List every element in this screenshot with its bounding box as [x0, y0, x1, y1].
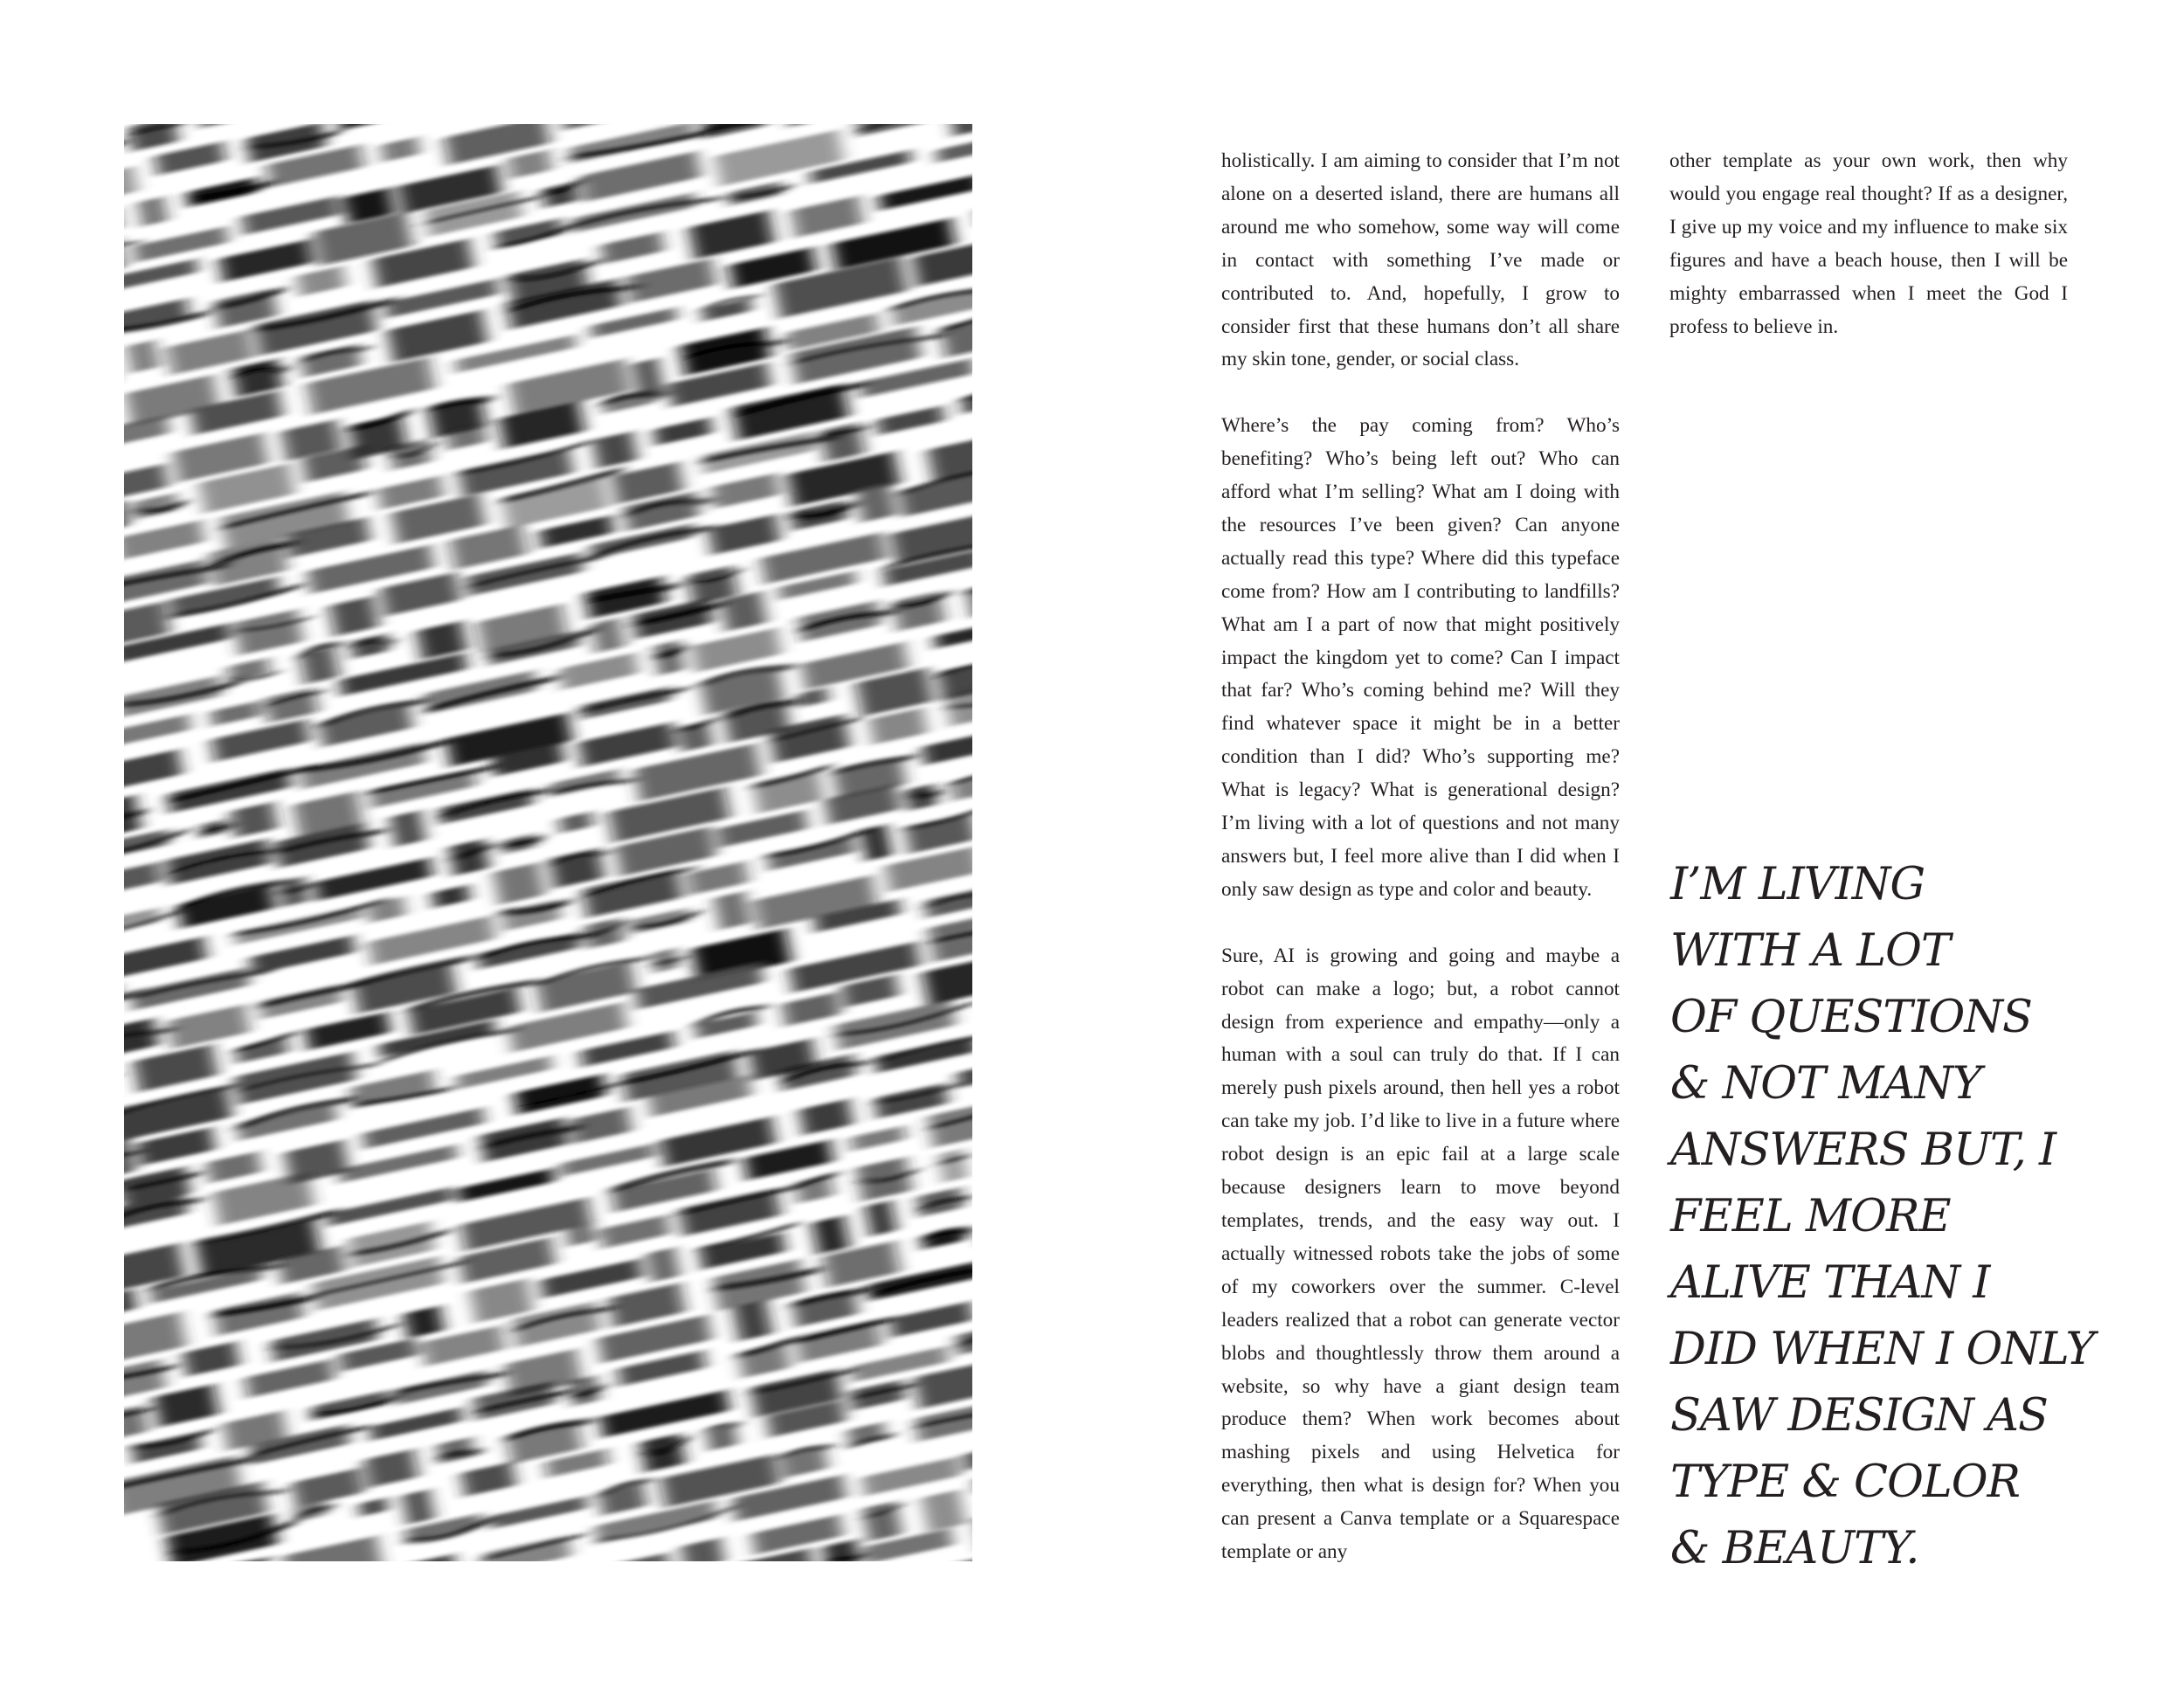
- body-paragraph-2: Where’s the pay coming from? Who’s benefiting? Who’s being left out? Who can afford what I’m selling? What am I doing with the resources I’ve been given? Can anyone actually read this type? Where did this typeface come from? How am I contributing to landfills? What am I a part of now that might positively impact the kingdom yet to come? Can I impact that far? Who’s coming behind me? Will they find whatever space it might be in a better condition than I did? Who’s supporting me? What is legacy? What is generational design? I’m living with a lot of questions and not many answers but, I feel more alive than I did when I only saw design as type and color and beauty.: [1221, 414, 1620, 901]
- body-text-column-2: [1669, 145, 2068, 377]
- pull-quote-line: & NOT MANY: [1670, 1058, 1981, 1110]
- blurred-handwriting-image: [124, 124, 972, 1561]
- pull-quote-line: DID WHEN I ONLY: [1670, 1324, 2095, 1375]
- pull-quote-line: & BEAUTY.: [1670, 1523, 1919, 1574]
- body-paragraph-3: Sure, AI is growing and going and maybe a robot can make a logo; but, a robot cannot design from experience and empathy—only a human with a soul can truly do that. If I can merely push pixels around, then hell yes a robot can take my job. I’d like to live in a future where robot design is an epic fail at a large scale because designers learn to move beyond templates, trends, and the easy way out. I actually witnessed robots take the jobs of some of my coworkers over the summer. C-level leaders realized that a robot can generate vector blobs and thoughtlessly throw them around a website, so why have a giant design team produce them? When work becomes about mashing pixels and using Helvetica for everything, then what is design for? When you can present a Canva template or a Squarespace template or any: [1221, 944, 1620, 1564]
- pull-quote-line: I’M LIVING: [1670, 859, 1925, 910]
- pull-quote-line: ALIVE THAN I: [1670, 1257, 1990, 1309]
- pull-quote-line: WITH A LOT: [1670, 925, 1951, 977]
- pull-quote-line: FEEL MORE: [1670, 1191, 1951, 1242]
- body-paragraph-4: other template as your own work, then why would you engage real thought? If as a designer, I give up my voice and my influence to make six figures and have a beach house, then I will be mighty embarrassed when I meet the God I profess to believe in.: [1669, 149, 2068, 338]
- body-text-column-1: [1221, 145, 1620, 1602]
- body-paragraph-1: holistically. I am aiming to consider that I’m not alone on a deserted island, there are humans all around me who somehow, some way will come in contact with something I’ve made or contributed to. And, hopefully, I grow to consider first that these humans don’t all share my skin tone, gender, or social class.: [1221, 149, 1620, 371]
- pull-quote-line: OF QUESTIONS: [1670, 992, 2032, 1043]
- pull-quote: [1670, 852, 2160, 1582]
- pull-quote-line: ANSWERS BUT, I: [1670, 1124, 2056, 1176]
- pull-quote-line: TYPE & COLOR: [1670, 1456, 2020, 1508]
- pull-quote-line: SAW DESIGN AS: [1670, 1390, 2048, 1442]
